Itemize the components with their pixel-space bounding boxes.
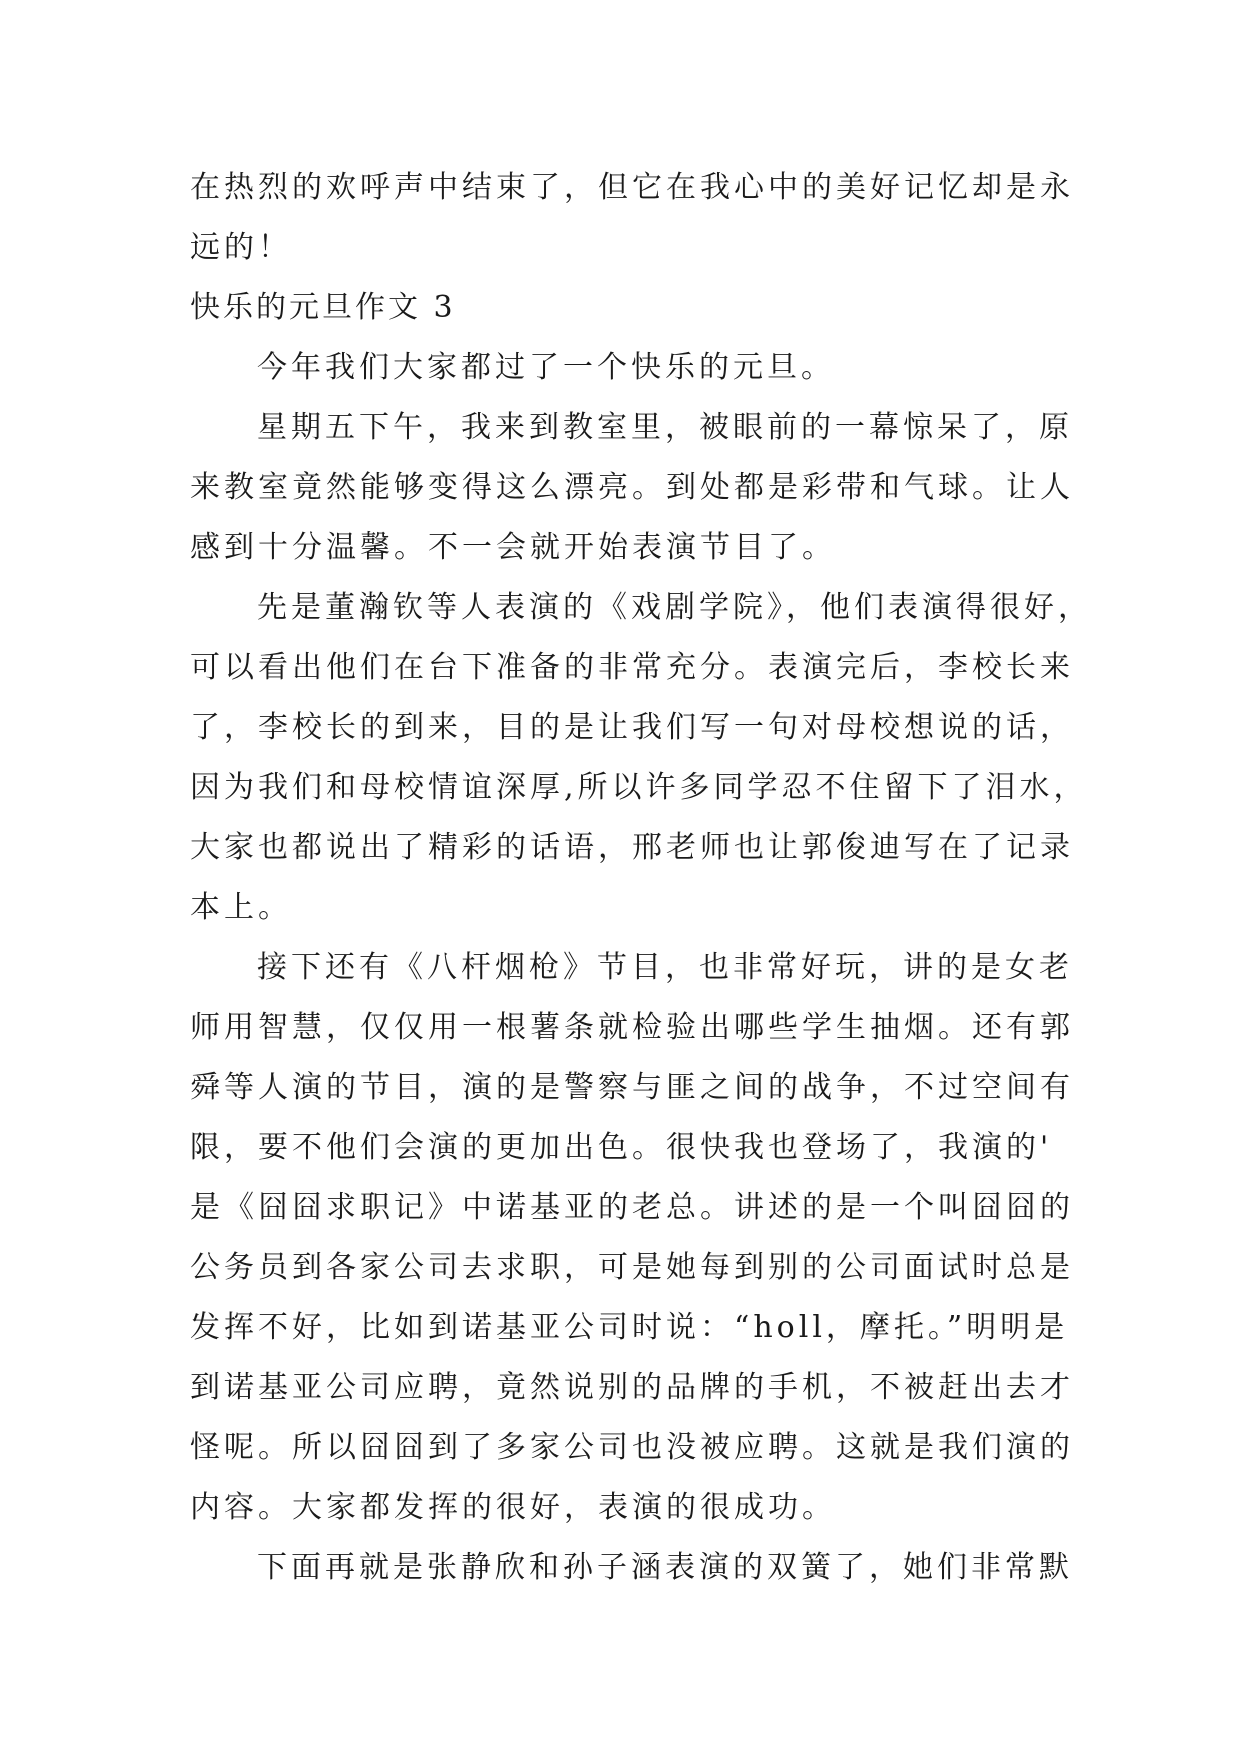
text-line: 是《囧囧求职记》中诺基亚的老总。讲述的是一个叫囧囧的 (190, 1190, 1074, 1225)
text-line: 内容。大家都发挥的很好，表演的很成功。 (190, 1490, 836, 1525)
text-line: 舜等人演的节目，演的是警察与匪之间的战争，不过空间有 (190, 1070, 1074, 1105)
paragraph-start: 下面再就是张静欣和孙子涵表演的双簧了，她们非常默 (257, 1550, 1073, 1585)
text-line: 师用智慧，仅仅用一根薯条就检验出哪些学生抽烟。还有郭 (190, 1010, 1074, 1045)
paragraph-start: 接下还有《八杆烟枪》节目，也非常好玩，讲的是女老 (257, 950, 1073, 985)
text-line: 大家也都说出了精彩的话语，邢老师也让郭俊迪写在了记录 (190, 830, 1074, 865)
text-line: 远的！ (190, 230, 292, 265)
paragraph-start: 星期五下午，我来到教室里，被眼前的一幕惊呆了，原 (257, 410, 1073, 445)
text-line: 来教室竟然能够变得这么漂亮。到处都是彩带和气球。让人 (190, 470, 1074, 505)
text-line: 本上。 (190, 890, 292, 925)
text-line: 怪呢。所以囧囧到了多家公司也没被应聘。这就是我们演的 (190, 1430, 1074, 1465)
text-line: 因为我们和母校情谊深厚,所以许多同学忍不住留下了泪水， (190, 770, 1088, 805)
text-line: 在热烈的欢呼声中结束了，但它在我心中的美好记忆却是永 (190, 170, 1074, 205)
text-line: 可以看出他们在台下准备的非常充分。表演完后，李校长来 (190, 650, 1074, 685)
text-line: 到诺基亚公司应聘，竟然说别的品牌的手机，不被赶出去才 (190, 1370, 1074, 1405)
text-line: 限，要不他们会演的更加出色。很快我也登场了，我演的' (190, 1130, 1053, 1165)
paragraph-start: 今年我们大家都过了一个快乐的元旦。 (257, 350, 835, 385)
text-line: 发挥不好，比如到诺基亚公司时说：“holl，摩托。”明明是 (190, 1310, 1069, 1345)
section-heading: 快乐的元旦作文 3 (190, 290, 456, 325)
paragraph-start: 先是董瀚钦等人表演的《戏剧学院》，他们表演得很好， (257, 590, 1092, 625)
text-line: 公务员到各家公司去求职，可是她每到别的公司面试时总是 (190, 1250, 1074, 1285)
text-line: 感到十分温馨。不一会就开始表演节目了。 (190, 530, 836, 565)
text-line: 了，李校长的到来，目的是让我们写一句对母校想说的话， (190, 710, 1074, 745)
